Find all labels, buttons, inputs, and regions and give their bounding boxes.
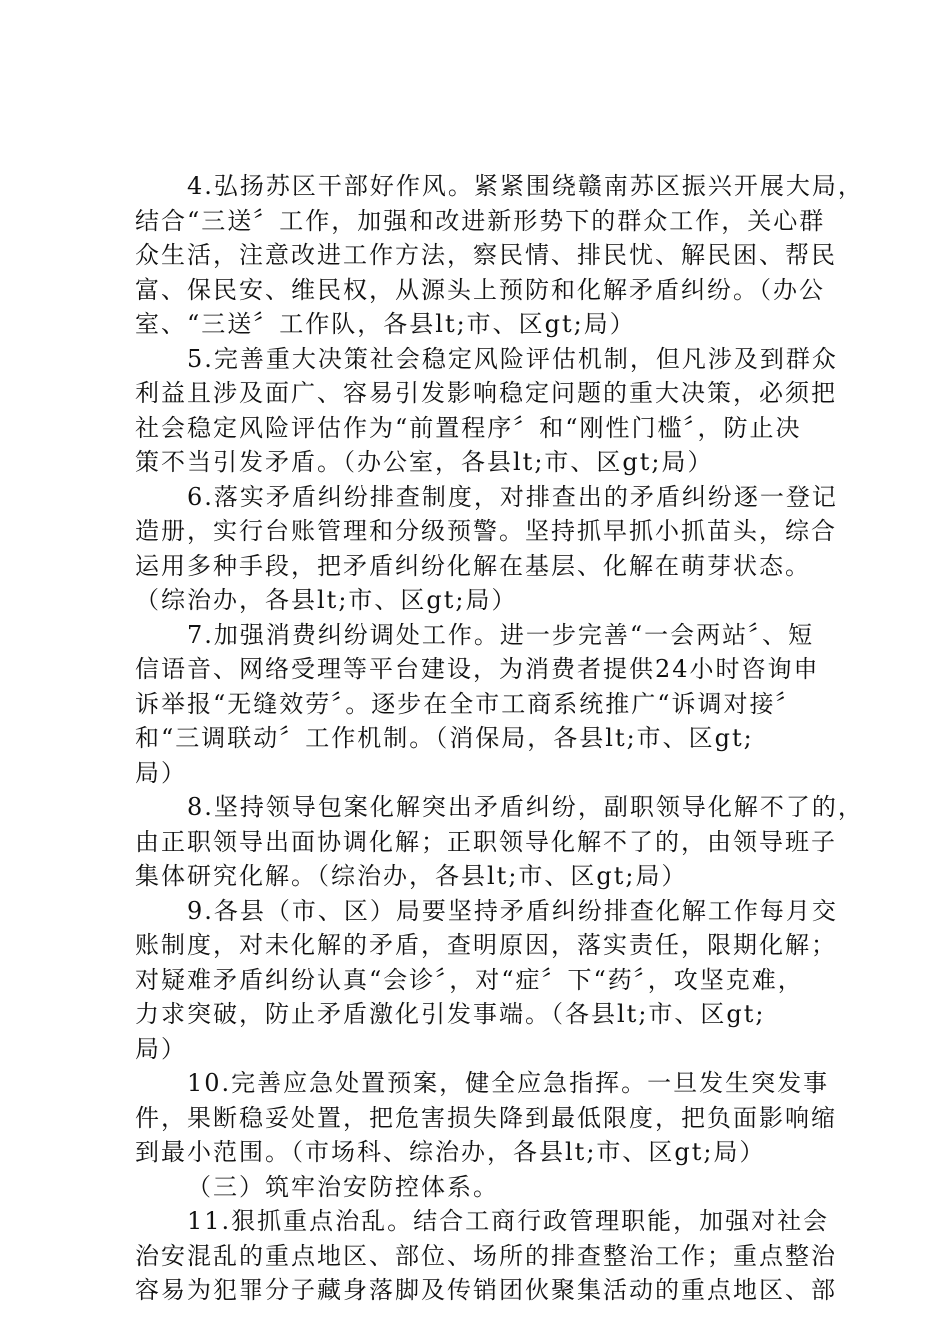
- text-line: 造册，实行台账管理和分级预警。坚持抓早抓小抓苗头，综合: [135, 517, 837, 545]
- text-line: 治安混乱的重点地区、部位、场所的排查整治工作；重点整治: [135, 1241, 837, 1270]
- text-line: 力求突破，防止矛盾激化引发事端。（各县lt;市、区gt;: [135, 1000, 766, 1028]
- text-line: 信语音、网络受理等平台建设，为消费者提供24小时咨询申: [135, 655, 820, 683]
- text-line: 众生活，注意改进工作方法，察民情、排民忧、解民困、帮民: [135, 241, 837, 269]
- text-line: 室、“三送〞工作队，各县lt;市、区gt;局）: [135, 310, 636, 338]
- text-line: 8.坚持领导包案化解突出矛盾纠纷，副职领导化解不了的，: [187, 793, 864, 821]
- text-line: 账制度，对未化解的矛盾，查明原因，落实责任，限期化解；: [135, 931, 837, 959]
- text-line: 富、保民安、维民权，从源头上预防和化解矛盾纠纷。（办公: [135, 275, 825, 304]
- text-line: 策不当引发矛盾。（办公室，各县lt;市、区gt;局）: [135, 448, 714, 476]
- text-line: 6.落实矛盾纠纷排查制度，对排查出的矛盾纠纷逐一登记: [187, 482, 838, 511]
- text-line: 到最小范围。（市场科、综治办，各县lt;市、区gt;局）: [135, 1138, 766, 1166]
- text-line: （综治办，各县lt;市、区gt;局）: [135, 586, 518, 614]
- text-line: 5.完善重大决策社会稳定风险评估机制，但凡涉及到群众: [187, 344, 838, 373]
- text-line: 诉举报“无缝效劳〞。逐步在全市工商系统推广“诉调对接〞: [135, 689, 802, 718]
- text-line: 集体研究化解。（综治办，各县lt;市、区gt;局）: [135, 862, 688, 890]
- document-body: [135, 169, 864, 1308]
- text-line: 7.加强消费纠纷调处工作。进一步完善“一会两站〞、短: [187, 620, 815, 649]
- text-line: 9.各县（市、区）局要坚持矛盾纠纷排查化解工作每月交: [187, 896, 838, 925]
- text-line: 11.狠抓重点治乱。结合工商行政管理职能，加强对社会: [187, 1207, 830, 1235]
- text-line: 10.完善应急处置预案，健全应急指挥。一旦发生突发事: [187, 1069, 830, 1097]
- text-line: 局）: [135, 1034, 187, 1063]
- text-line: 对疑难矛盾纠纷认真“会诊〞，对“症〞下“药〞，攻坚克难，: [135, 965, 804, 994]
- text-line: 运用多种手段，把矛盾纠纷化解在基层、化解在萌芽状态。: [135, 551, 811, 580]
- text-line: 社会稳定风险评估作为“前置程序〞和“刚性门槛〞，防止决: [135, 413, 802, 442]
- text-line: 局）: [135, 758, 187, 787]
- text-line: 件，果断稳妥处置，把危害损失降到最低限度，把负面影响缩: [135, 1103, 837, 1132]
- text-line: 结合“三送〞工作，加强和改进新形势下的群众工作，关心群: [135, 206, 826, 235]
- text-line: 利益且涉及面广、容易引发影响稳定问题的重大决策，必须把: [135, 379, 837, 407]
- text-line: 4.弘扬苏区干部好作风。紧紧围绕赣南苏区振兴开展大局，: [187, 172, 864, 200]
- text-line: 和“三调联动〞工作机制。（消保局，各县lt;市、区gt;: [135, 724, 754, 752]
- text-line: （三）筑牢治安防控体系。: [187, 1172, 499, 1201]
- text-line: 容易为犯罪分子藏身落脚及传销团伙聚集活动的重点地区、部: [135, 1276, 837, 1304]
- text-line: 由正职领导出面协调化解；正职领导化解不了的，由领导班子: [135, 827, 837, 856]
